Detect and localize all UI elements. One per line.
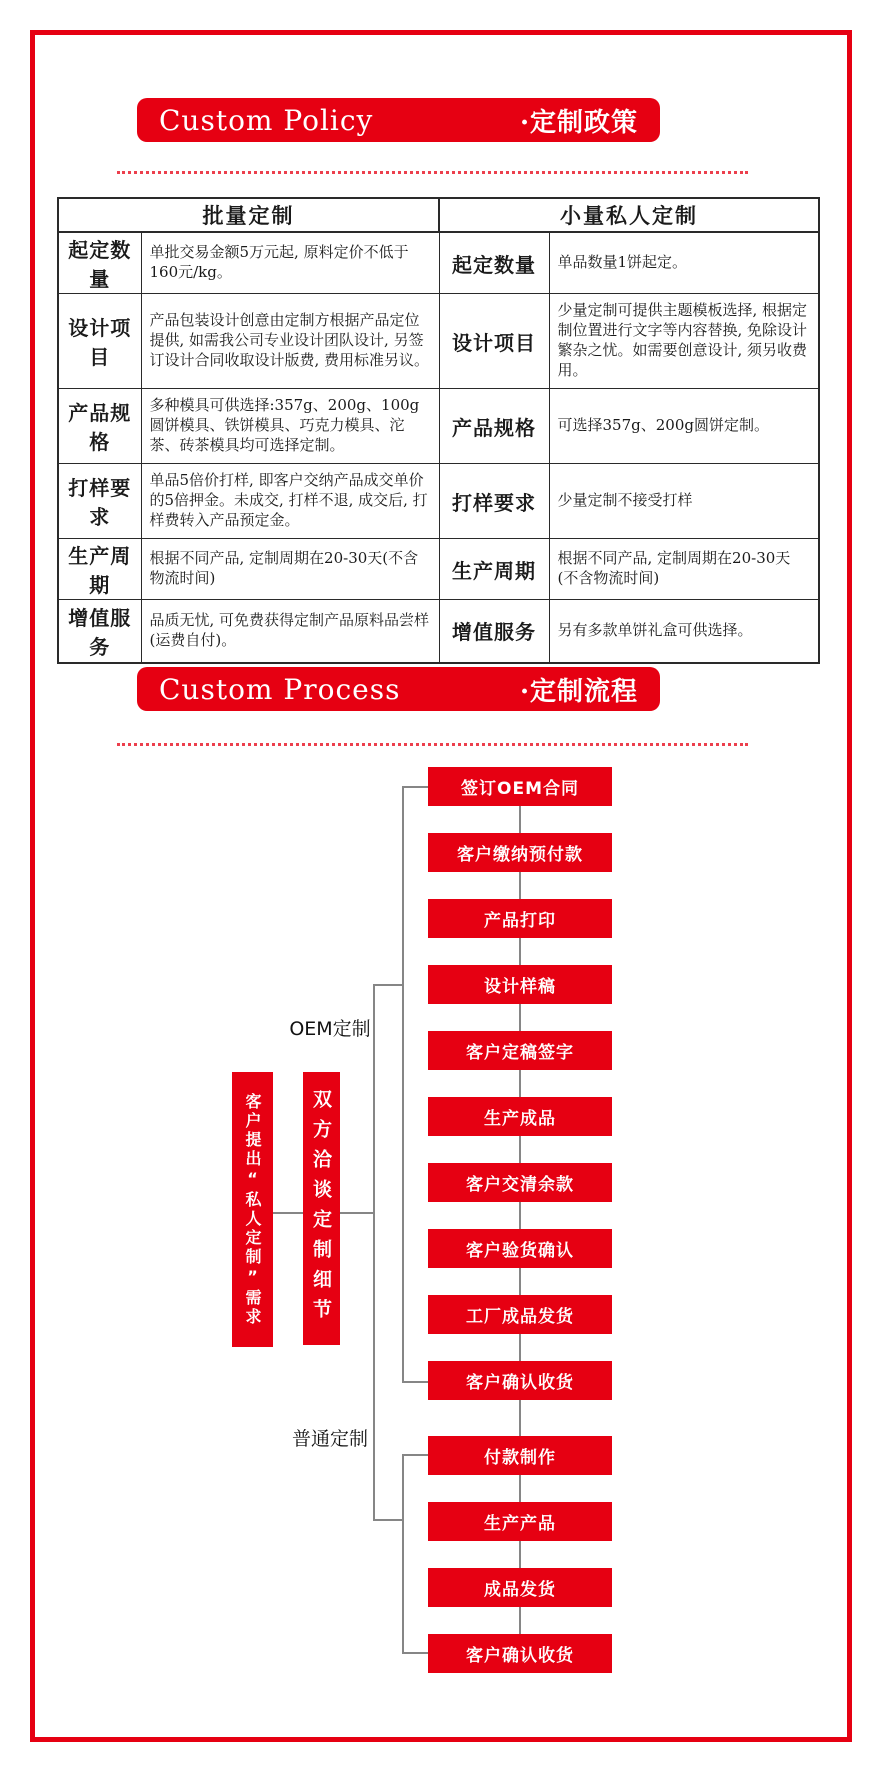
flow-step-box <box>428 965 612 1004</box>
cell-text: 产品包装设计创意由定制方根据产品定位提供, 如需我公司专业设计团队设计, 另签订设计合同收取设计版费, 费用标准另议。 <box>141 294 439 389</box>
flow-step-label: 付款制作 <box>484 1448 556 1468</box>
flow-step-label: 签订OEM合同 <box>461 779 579 799</box>
cell-text: 多种模具可供选择:357g、200g、100g圆饼模具、铁饼模具、巧克力模具、沱茶、砖茶模具均可选择定制。 <box>141 389 439 464</box>
common-branch-label: 普通定制 <box>291 1428 368 1450</box>
connector-line <box>402 786 428 788</box>
connector-line <box>402 1652 428 1654</box>
policy-table <box>57 197 820 664</box>
flow-step-box <box>428 1634 612 1673</box>
negotiation-bar <box>303 1072 340 1345</box>
cell-text: 另有多款单饼礼盒可供选择。 <box>549 600 819 663</box>
flow-step-label: 生产产品 <box>484 1514 556 1534</box>
table-row <box>58 464 819 539</box>
flow-step-label: 工厂成品发货 <box>466 1307 574 1327</box>
dotted-divider <box>117 743 748 746</box>
row-label: 打样要求 <box>439 464 549 539</box>
flow-step-box <box>428 1361 612 1400</box>
row-label: 增值服务 <box>439 600 549 663</box>
row-label: 生产周期 <box>439 539 549 600</box>
custom-policy-banner <box>137 98 660 142</box>
cell-text: 少量定制可提供主题模板选择, 根据定制位置进行文字等内容替换, 免除设计繁杂之忧。如需要创意设计, 须另收费用。 <box>549 294 819 389</box>
cell-text: 品质无忧, 可免费获得定制产品原料品尝样(运费自付)。 <box>141 600 439 663</box>
connector-line <box>373 984 404 986</box>
flow-step-label: 成品发货 <box>484 1580 556 1600</box>
flow-step-label: 客户验货确认 <box>466 1241 574 1261</box>
flow-step-box <box>428 1568 612 1607</box>
flow-step-box <box>428 1436 612 1475</box>
connector-line <box>402 1454 428 1456</box>
common-steps-column <box>428 1436 612 1673</box>
cell-text: 根据不同产品, 定制周期在20-30天(不含物流时间) <box>549 539 819 600</box>
connector-line <box>402 786 404 1383</box>
negotiation-label: 双方洽谈定制细节 <box>310 1088 332 1329</box>
oem-steps-column <box>428 767 612 1400</box>
row-label: 打样要求 <box>58 464 141 539</box>
dotted-divider <box>117 171 748 174</box>
flow-step-label: 客户定稿签字 <box>466 1043 574 1063</box>
flow-step-label: 客户交清余款 <box>466 1175 574 1195</box>
cell-text: 单批交易金额5万元起, 原料定价不低于160元/kg。 <box>141 232 439 294</box>
start-requirement-label: 客户提出“私人定制”需求 <box>243 1092 262 1327</box>
table-row <box>58 539 819 600</box>
cell-text: 根据不同产品, 定制周期在20-30天(不含物流时间) <box>141 539 439 600</box>
row-label: 产品规格 <box>439 389 549 464</box>
flow-step-label: 生产成品 <box>484 1109 556 1129</box>
flow-step-box <box>428 1229 612 1268</box>
custom-process-banner <box>137 667 660 711</box>
table-header-row <box>58 198 819 232</box>
table-row <box>58 232 819 294</box>
flow-step-box <box>428 899 612 938</box>
oem-branch-label: OEM定制 <box>289 1018 371 1040</box>
flow-step-label: 设计样稿 <box>484 977 556 997</box>
cell-text: 少量定制不接受打样 <box>549 464 819 539</box>
flow-step-box <box>428 1031 612 1070</box>
cell-text: 可选择357g、200g圆饼定制。 <box>549 389 819 464</box>
row-label: 起定数量 <box>439 232 549 294</box>
table-row <box>58 294 819 389</box>
banner-title-zh: ·定制流程 <box>519 676 638 707</box>
flow-step-label: 客户确认收货 <box>466 1373 574 1393</box>
flow-step-label: 客户确认收货 <box>466 1646 574 1666</box>
flow-step-box <box>428 1097 612 1136</box>
row-label: 增值服务 <box>58 600 141 663</box>
connector-line <box>402 1381 428 1383</box>
flow-step-box <box>428 1295 612 1334</box>
row-label: 产品规格 <box>58 389 141 464</box>
row-label: 生产周期 <box>58 539 141 600</box>
table-row <box>58 600 819 663</box>
flow-step-box <box>428 1502 612 1541</box>
flow-step-label: 产品打印 <box>484 911 556 931</box>
flow-step-box <box>428 833 612 872</box>
column-header-bulk: 批量定制 <box>58 198 439 232</box>
banner-title-zh: ·定制政策 <box>519 107 638 138</box>
flow-step-label: 客户缴纳预付款 <box>457 845 583 865</box>
banner-title-en: Custom Process <box>159 672 401 706</box>
row-label: 设计项目 <box>439 294 549 389</box>
cell-text: 单品数量1饼起定。 <box>549 232 819 294</box>
column-header-private: 小量私人定制 <box>439 198 819 232</box>
start-requirement-bar <box>232 1072 273 1347</box>
row-label: 设计项目 <box>58 294 141 389</box>
table-row <box>58 389 819 464</box>
row-label: 起定数量 <box>58 232 141 294</box>
connector-line <box>373 1519 404 1521</box>
cell-text: 单品5倍价打样, 即客户交纳产品成交单价的5倍押金。未成交, 打样不退, 成交后, 打样费转入产品预定金。 <box>141 464 439 539</box>
connector-line <box>402 1455 404 1654</box>
banner-title-en: Custom Policy <box>159 103 374 137</box>
flow-step-box <box>428 767 612 806</box>
flow-step-box <box>428 1163 612 1202</box>
